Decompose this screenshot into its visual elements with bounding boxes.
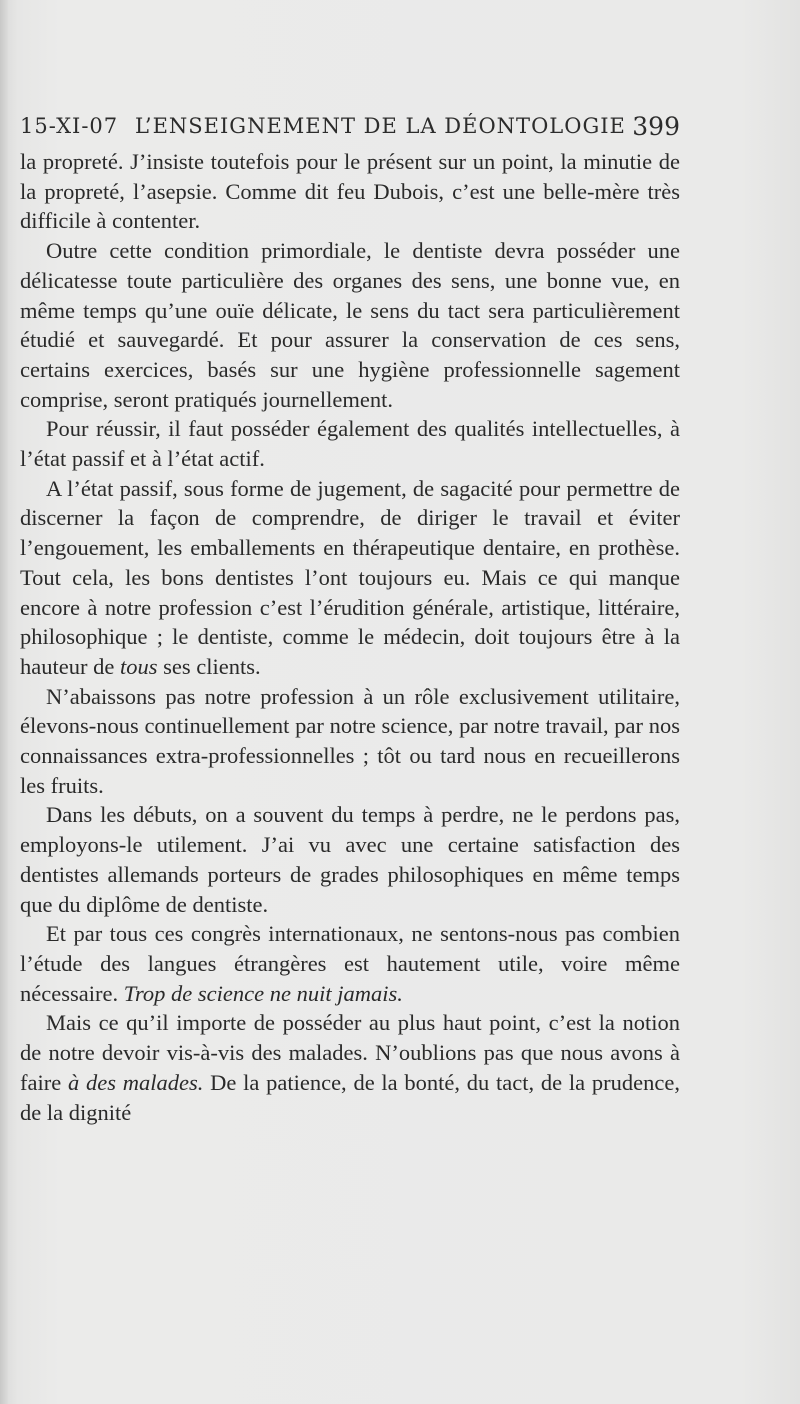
paragraph-6: Dans les débuts, on a souvent du temps à perdre, ne le perdons pas, employons-le utilement. J’ai vu avec une certaine satisfaction des dentistes allemands porteurs de grades philosophiques en même temps que du diplôme de dentiste. <box>20 802 680 917</box>
emphasis-quote: Trop de science ne nuit jamais. <box>123 980 403 1006</box>
running-header <box>20 110 680 146</box>
paragraph-4-end: ses clients. <box>157 653 261 679</box>
header-date: 15-XI-07 <box>20 114 119 138</box>
paragraph-1: la propreté. J’insiste toutefois pour le présent sur un point, la minutie de la propreté, l’asepsie. Comme dit feu Dubois, c’est une belle-mère très difficile à contenter. <box>20 149 680 234</box>
paragraph-4 <box>20 474 680 682</box>
paragraph-8-end: De la patience, de la bonté, du tact, de la prudence, de la dignité <box>20 1069 680 1125</box>
header-title: L’ENSEIGNEMENT DE LA DÉONTOLOGIE <box>135 114 626 138</box>
paragraph-7 <box>20 919 680 1008</box>
paragraph-4-text: A l’état passif, sous forme de jugement, de sagacité pour permettre de discerner la façon de comprendre, de diriger le travail et éviter l’engouement, les emballements en thérapeutique dentaire, en prothèse. Tout cela, les bons dentistes l’ont toujours eu. Mais ce qui manque encore à notre profession c’est l’érudition générale, artistique, littéraire, philosophique ; le dentiste, comme le médecin, doit toujours être à la hauteur de <box>20 475 680 679</box>
paragraph-8-text: Mais ce qu’il importe de posséder au plus haut point, c’est la notion de notre devoir vis-à-vis des malades. N’oublions pas que nous avons à faire <box>20 1010 680 1095</box>
paragraph-2: Outre cette condition primordiale, le dentiste devra posséder une délicatesse toute particulière des organes des sens, une bonne vue, en même temps qu’une ouïe délicate, le sens du tact sera particulièrement étudié et sauvegardé. Et pour assurer la conservation de ces sens, certains exercices, basés sur une hygiène professionnelle sagement comprise, seront pratiqués journellement. <box>20 238 680 412</box>
page-number: 399 <box>632 112 680 141</box>
paragraph-8 <box>20 1008 680 1127</box>
paragraph-5: N’abaissons pas notre profession à un rôle exclusivement utilitaire, élevons-nous continuellement par notre science, par notre travail, par nos connaissances extra-professionnelles ; tôt ou tard nous en recueillerons les fruits. <box>20 683 680 798</box>
paragraph-7-text: Et par tous ces congrès internationaux, ne sentons-nous pas combien l’étude des langues étrangères est hautement utile, voire même nécessaire. <box>20 921 680 1006</box>
paragraph-3: Pour réussir, il faut posséder également des qualités intellectuelles, à l’état passif et à l’état actif. <box>20 416 680 472</box>
emphasis-tous: tous <box>119 653 158 679</box>
page-binding-edge <box>0 0 8 1404</box>
body-text <box>20 147 680 1127</box>
emphasis-malades: à des malades. <box>67 1069 204 1095</box>
